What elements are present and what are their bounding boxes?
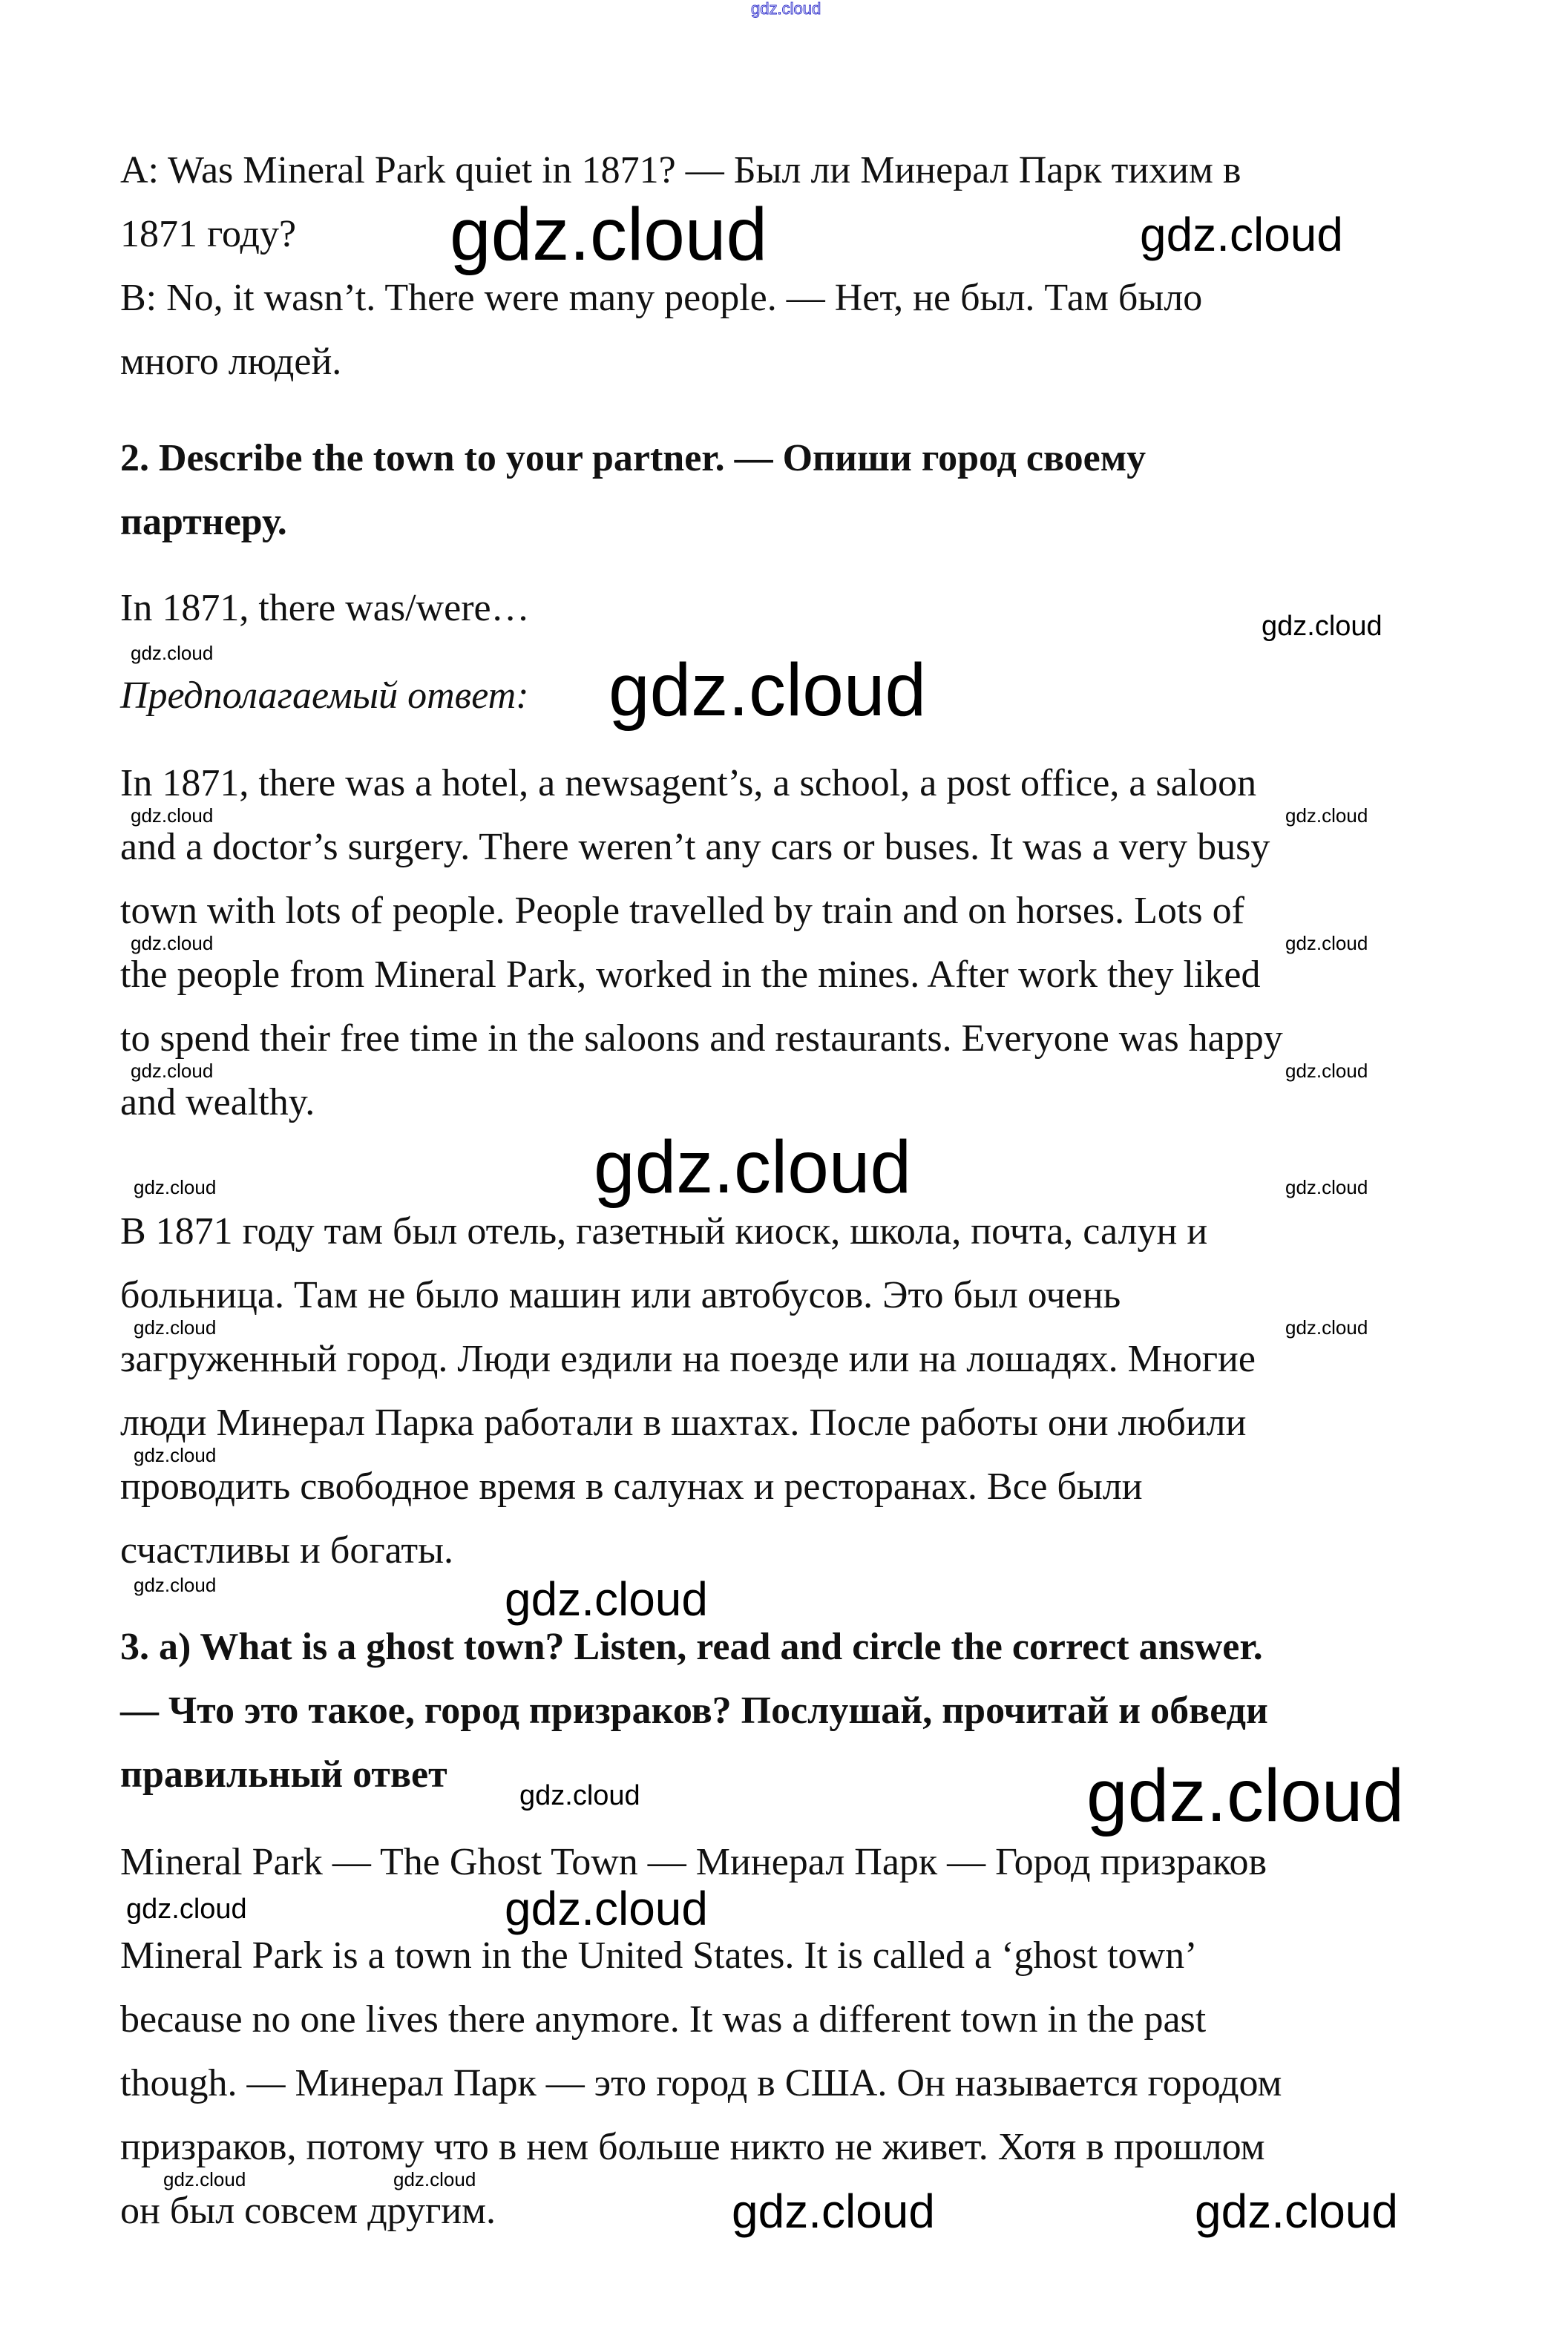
watermark: gdz.cloud <box>131 804 214 827</box>
watermark: gdz.cloud <box>1262 611 1382 642</box>
watermark: gdz.cloud <box>131 1060 214 1082</box>
watermark: gdz.cloud <box>608 649 927 732</box>
watermark: gdz.cloud <box>450 193 768 276</box>
answer-en-line: In 1871, there was a hotel, a newsagent’s, a school, a post office, a saloon <box>120 762 1257 804</box>
answer-ru-line: загруженный город. Люди ездили на поезде или на лошадях. Многие <box>120 1338 1256 1380</box>
dialogue-line: B: No, it wasn’t. There were many people. — Нет, не был. Там было <box>120 277 1203 319</box>
watermark: gdz.cloud <box>134 1176 217 1198</box>
answer-ru-line: В 1871 году там был отель, газетный киоск, школа, почта, салун и <box>120 1210 1208 1253</box>
dialogue-line: много людей. <box>120 341 342 383</box>
task3-heading: 3. a) What is a ghost town? Listen, read and circle the correct answer. <box>120 1626 1263 1668</box>
watermark: gdz.cloud <box>1285 932 1368 954</box>
watermark: gdz.cloud <box>1285 1176 1368 1198</box>
watermark: gdz.cloud <box>1086 1754 1405 1837</box>
watermark: gdz.cloud <box>1140 208 1343 261</box>
watermark: gdz.cloud <box>505 1882 708 1935</box>
answer-label: Предполагаемый ответ: <box>120 675 529 717</box>
answer-ru-line: люди Минерал Парка работали в шахтах. После работы они любили <box>120 1402 1247 1444</box>
watermark: gdz.cloud <box>393 2168 476 2190</box>
text-title: Mineral Park — The Ghost Town — Минерал Парк — Город призраков <box>120 1841 1267 1883</box>
task2-prompt: In 1871, there was/were… <box>120 587 530 629</box>
watermark: gdz.cloud <box>1285 1316 1368 1339</box>
text-line: because no one lives there anymore. It was a different town in the past <box>120 1998 1207 2041</box>
watermark: gdz.cloud <box>1285 804 1368 827</box>
watermark: gdz.cloud <box>1195 2185 1398 2238</box>
watermark: gdz.cloud <box>163 2168 246 2190</box>
watermark: gdz.cloud <box>134 1316 217 1339</box>
watermark: gdz.cloud <box>519 1780 640 1811</box>
watermark: gdz.cloud <box>594 1126 912 1209</box>
watermark: gdz.cloud <box>134 1574 217 1596</box>
dialogue-line: A: Was Mineral Park quiet in 1871? — Был ли Минерал Парк тихим в <box>120 149 1241 191</box>
watermark: gdz.cloud <box>1285 1060 1368 1082</box>
text-line: Mineral Park is a town in the United States. It is called a ‘ghost town’ <box>120 1934 1198 1977</box>
answer-en-line: and a doctor’s surgery. There weren’t any cars or buses. It was a very busy <box>120 826 1270 868</box>
text-line: призраков, потому что в нем больше никто не живет. Хотя в прошлом <box>120 2126 1265 2168</box>
watermark: gdz.cloud <box>751 0 821 18</box>
task3-heading: правильный ответ <box>120 1753 447 1796</box>
answer-ru-line: больница. Там не было машин или автобусов. Это был очень <box>120 1274 1121 1316</box>
answer-en-line: and wealthy. <box>120 1081 315 1123</box>
answer-en-line: the people from Mineral Park, worked in the mines. After work they liked <box>120 954 1261 996</box>
answer-ru-line: проводить свободное время в салунах и ресторанах. Все были <box>120 1466 1143 1508</box>
answer-ru-line: счастливы и богаты. <box>120 1529 454 1572</box>
watermark: gdz.cloud <box>131 932 214 954</box>
answer-en-line: town with lots of people. People travelled by train and on horses. Lots of <box>120 890 1244 932</box>
text-line: though. — Минерал Парк — это город в США. Он называется городом <box>120 2062 1282 2104</box>
watermark: gdz.cloud <box>126 1894 247 1925</box>
watermark: gdz.cloud <box>134 1444 217 1466</box>
task3-heading: — Что это такое, город призраков? Послушай, прочитай и обведи <box>120 1690 1268 1732</box>
answer-en-line: to spend their free time in the saloons and restaurants. Everyone was happy <box>120 1017 1283 1060</box>
watermark: gdz.cloud <box>732 2185 935 2238</box>
dialogue-line: 1871 году? <box>120 213 297 255</box>
watermark: gdz.cloud <box>131 642 214 664</box>
task2-heading: 2. Describe the town to your partner. — Опиши город своему <box>120 437 1147 479</box>
text-line: он был совсем другим. <box>120 2190 496 2232</box>
watermark: gdz.cloud <box>505 1572 708 1626</box>
task2-heading: партнеру. <box>120 501 287 543</box>
